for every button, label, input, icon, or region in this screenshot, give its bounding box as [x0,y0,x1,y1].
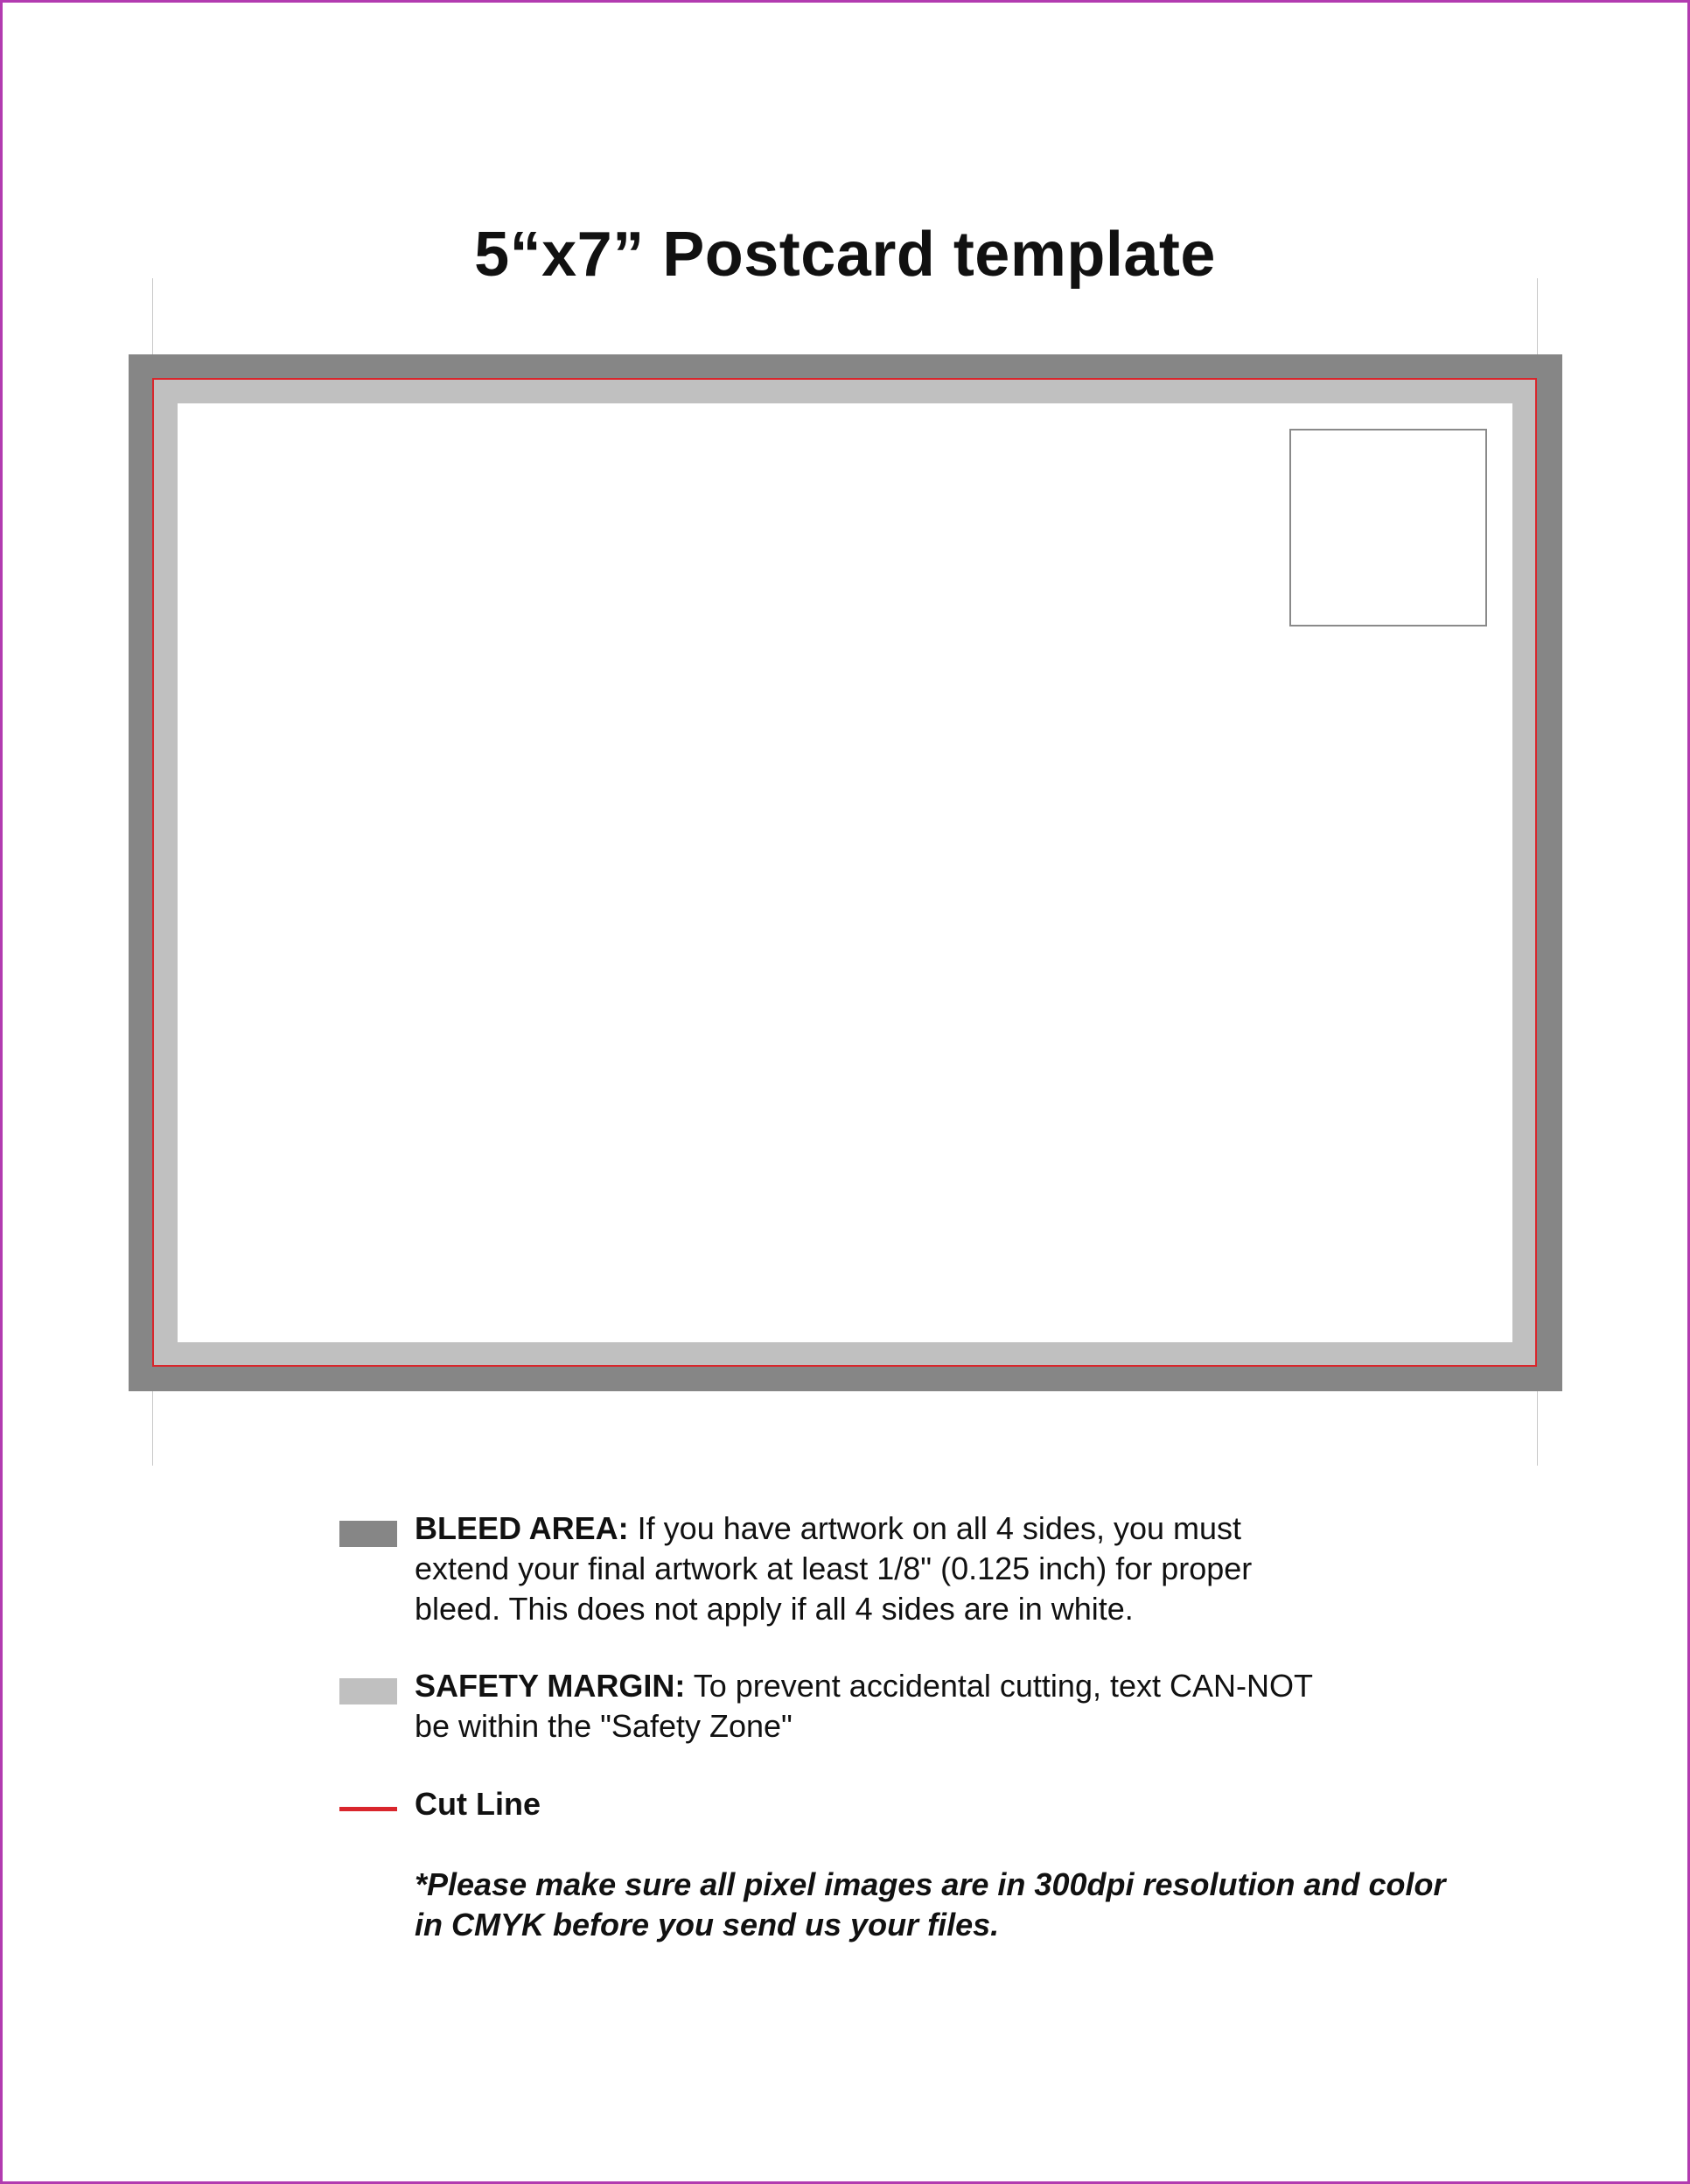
safety-text: To prevent accidental cutting, text CAN-NOT be within the "Safety Zone" [415,1668,1313,1744]
guide-line-top-left [152,278,153,354]
stamp-box [1289,429,1487,626]
safety-label: SAFETY MARGIN: [415,1668,686,1704]
cut-swatch [339,1807,397,1811]
bleed-label: BLEED AREA: [415,1510,629,1546]
guide-line-top-right [1537,278,1538,354]
safety-swatch [339,1678,397,1704]
guide-line-bottom-left [152,1391,153,1466]
safety-description [415,1666,1342,1746]
bleed-text: If you have artwork on all 4 sides, you must extend your final artwork at least 1/8" (0.125 inch) for proper bleed. This does not apply if all 4 sides are in white. [415,1510,1253,1627]
guide-line-bottom-right [1537,1391,1538,1466]
page-title: 5“x7” Postcard template [474,220,1216,290]
bleed-description [415,1508,1342,1629]
resolution-note: *Please make sure all pixel images are in 300dpi resolution and color in CMYK before you send us your files. [415,1866,1446,1942]
bleed-swatch [339,1521,397,1547]
cut-description [415,1784,1342,1824]
cut-label: Cut Line [415,1786,541,1822]
